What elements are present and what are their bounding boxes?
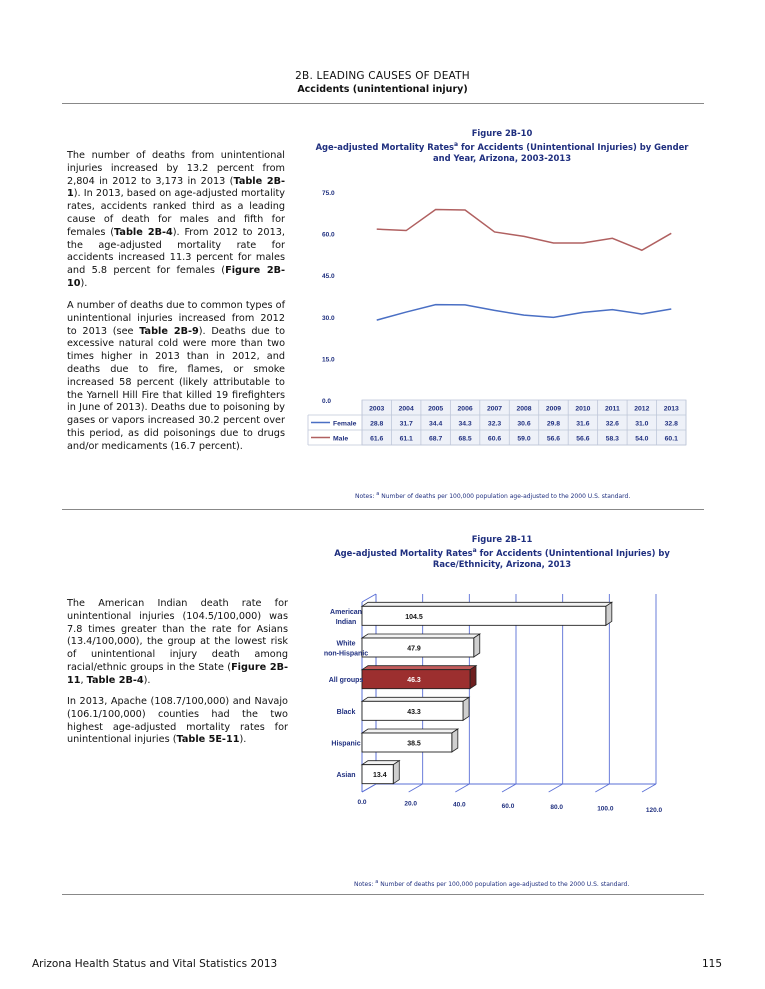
text-run: ). Deaths due to excessive natural cold were more than two times higher in 2013 than in 2012, and deaths due to fire, flames, or smoke increased 58 percent (likely attributable to the Yarnell Hill Fire that killed 19 firefighters in June of 2013). Deaths due to poisoning by gases or vapors increased 30.2 percent over this period, as did poisonings due to drugs and/or medicaments (16.7 percent). (67, 325, 286, 452)
cross-reference: Figure 2B-11 (67, 661, 288, 686)
text-run: ). From 2012 to 2013, the age-adjusted mortality rate for accidents increased 11.3 percent for males and 5.8 percent for females ( (67, 226, 285, 277)
gridline (409, 784, 423, 792)
x-tick-label: 60.0 (501, 802, 515, 810)
figure-label: Figure 2B-11 (471, 534, 533, 544)
x-tick-label: 2013 (663, 405, 679, 413)
footer-title: Arizona Health Status and Vital Statistics 2013 (32, 958, 278, 970)
figure-note (354, 879, 629, 888)
data-table-value: 31.7 (399, 420, 413, 428)
data-table-value: 59.0 (517, 435, 531, 443)
x-tick-label: 120.0 (645, 806, 663, 814)
x-tick-label: 2005 (428, 405, 444, 413)
data-label: 43.3 (407, 708, 421, 716)
data-table-value: 34.4 (429, 420, 443, 428)
note-prefix: Notes: (354, 881, 376, 888)
category-label: non-Hispanic (323, 650, 369, 658)
x-tick-label: 2004 (398, 405, 414, 413)
category-label: Black (336, 708, 356, 716)
x-tick-label: 2009 (545, 405, 562, 413)
category-label: All groups (328, 677, 364, 685)
gridline (455, 784, 469, 792)
category-label: White (336, 640, 356, 648)
data-table-value: 32.6 (605, 420, 619, 428)
data-table-value: 31.6 (576, 420, 590, 428)
bar-chart (300, 592, 690, 814)
x-tick-label: 2010 (575, 405, 591, 413)
page-title: 2B. LEADING CAUSES OF DEATH (295, 70, 470, 82)
text-run: ). In 2013, based on age-adjusted mortality rates, accidents ranked third as a leading cause of death for males and fifth for females ( (67, 188, 285, 238)
divider (62, 103, 704, 104)
data-table-value: 56.6 (546, 435, 561, 443)
figure-label: Figure 2B-10 (471, 128, 533, 138)
figure-title (312, 128, 692, 164)
x-tick-label: 2008 (516, 405, 532, 413)
bar-side (452, 729, 458, 752)
y-tick-label: 30.0 (322, 314, 335, 322)
gridline (549, 784, 563, 792)
paragraph (67, 696, 288, 747)
data-table-value: 32.8 (664, 420, 678, 428)
data-label: 13.4 (373, 772, 387, 780)
line-chart (300, 180, 692, 455)
series-line-female (377, 305, 672, 321)
data-table-value: 56.6 (576, 435, 590, 443)
divider (62, 509, 704, 510)
data-table-value: 30.6 (517, 420, 531, 428)
note-text: Number of deaths per 100,000 population age-adjusted to the 2000 U.S. standard. (378, 881, 630, 888)
category-label: Hispanic (331, 740, 361, 748)
category-label: Indian (335, 618, 357, 626)
data-table-value: 68.7 (429, 435, 443, 443)
note-text: Number of deaths per 100,000 population age-adjusted to the 2000 U.S. standard. (379, 493, 631, 500)
figure-note (355, 491, 630, 500)
page-number: 115 (701, 958, 722, 970)
x-tick-label: 40.0 (453, 801, 466, 809)
gridline (595, 784, 609, 792)
y-tick-label: 60.0 (322, 231, 335, 239)
data-table-value: 31.0 (635, 420, 649, 428)
bar-side (606, 602, 612, 625)
bar-side (470, 666, 476, 689)
bar-side (393, 761, 399, 784)
data-table-value: 32.3 (487, 420, 502, 428)
x-tick-label: 80.0 (550, 804, 563, 812)
legend-label: Male (333, 435, 349, 443)
x-tick-label: 2006 (457, 405, 473, 413)
gridline (502, 784, 516, 792)
paragraph (67, 150, 285, 291)
data-label: 46.3 (407, 677, 421, 685)
text-run: , (80, 674, 87, 686)
bar-side (474, 634, 480, 657)
text-run: The number of deaths from unintentional injuries increased by 13.2 percent from 2,804 in 2012 to 3,173 in 2013 ( (67, 150, 285, 187)
bar-top (362, 602, 612, 606)
cross-reference: Table 2B-1 (67, 175, 285, 200)
category-label: Asian (336, 772, 356, 780)
data-table-value: 58.3 (605, 435, 619, 443)
note-prefix: Notes: (355, 493, 377, 500)
cross-reference: Figure 2B-10 (67, 265, 285, 289)
data-table-value: 68.5 (458, 435, 472, 443)
figure-title-text: Age-adjusted Mortality Rates (315, 141, 455, 152)
legend-label: Female (333, 420, 357, 428)
x-tick-label: 2011 (604, 405, 620, 413)
bar-top (362, 666, 476, 670)
series-line-male (377, 209, 672, 250)
text-run: ). (143, 674, 151, 686)
x-tick-label: 2012 (634, 405, 650, 413)
page-subtitle: Accidents (unintentional injury) (297, 84, 468, 95)
bar-side (463, 697, 469, 720)
x-tick-label: 100.0 (597, 805, 614, 813)
text-run: The American Indian death rate for unintentional injuries (104.5/100,000) was 7.8 times greater than the rate for Asians (13.4/100,000), the group at the lowest risk of unintentional injury death among racial/ethnic groups in the State ( (67, 598, 288, 673)
data-table-value: 28.8 (370, 420, 384, 428)
figure-title-text: Age-adjusted Mortality Rates (334, 547, 473, 558)
category-label: American (330, 608, 362, 616)
bar-top (362, 697, 469, 701)
x-tick-label: 0.0 (357, 799, 367, 806)
data-table-value: 29.8 (546, 420, 561, 428)
text-run: ). (239, 734, 247, 746)
x-tick-label: 2007 (486, 405, 503, 413)
cross-reference: Table 2B-9 (139, 325, 199, 337)
footnote-marker: a (376, 491, 380, 497)
bar-top (362, 634, 480, 638)
x-tick-label: 2003 (369, 405, 385, 413)
figure-title-text: for Accidents (Unintentional Injuries) by Gender and Year, Arizona, 2003-2013 (432, 141, 689, 163)
figure-title (312, 534, 692, 570)
figure-title-text: for Accidents (Unintentional Injuries) by Race/Ethnicity, Arizona, 2013 (432, 547, 670, 569)
bar (362, 606, 606, 625)
text-run: In 2013, Apache (108.7/100,000) and Navajo (106.1/100,000) counties had the two highest age-adjusted mortality rates for unintentional injuries ( (67, 696, 288, 746)
data-table-value: 61.1 (399, 435, 413, 443)
y-tick-label: 15.0 (322, 356, 335, 364)
cross-reference: Table 5E-11 (176, 734, 240, 746)
cross-reference: Table 2B-4 (114, 226, 173, 238)
data-label: 104.5 (405, 613, 423, 621)
axis-wall (362, 594, 376, 602)
data-table-value: 34.3 (458, 420, 472, 428)
paragraph (67, 300, 285, 454)
data-table-value: 60.6 (487, 435, 502, 443)
data-table-value: 61.6 (370, 435, 384, 443)
data-label: 47.9 (407, 645, 421, 653)
cross-reference: Table 2B-4 (86, 674, 144, 686)
text-run: ). (80, 277, 88, 289)
text-run: A number of deaths due to common types of unintentional injuries increased from 2012 to 2013 (see (67, 300, 285, 337)
y-tick-label: 75.0 (322, 190, 335, 197)
y-tick-label: 45.0 (322, 273, 335, 281)
data-table-value: 54.0 (635, 435, 649, 443)
bar-top (362, 729, 458, 733)
gridline (642, 784, 656, 792)
data-table-value: 60.1 (664, 435, 678, 443)
gridline (362, 784, 376, 792)
divider (62, 894, 704, 895)
data-label: 38.5 (407, 740, 421, 748)
y-tick-label: 0.0 (322, 398, 332, 405)
footnote-marker: a (375, 879, 379, 885)
x-tick-label: 20.0 (404, 800, 417, 808)
footnote-marker: a (454, 141, 459, 148)
paragraph (67, 598, 288, 688)
footnote-marker: a (472, 547, 477, 554)
